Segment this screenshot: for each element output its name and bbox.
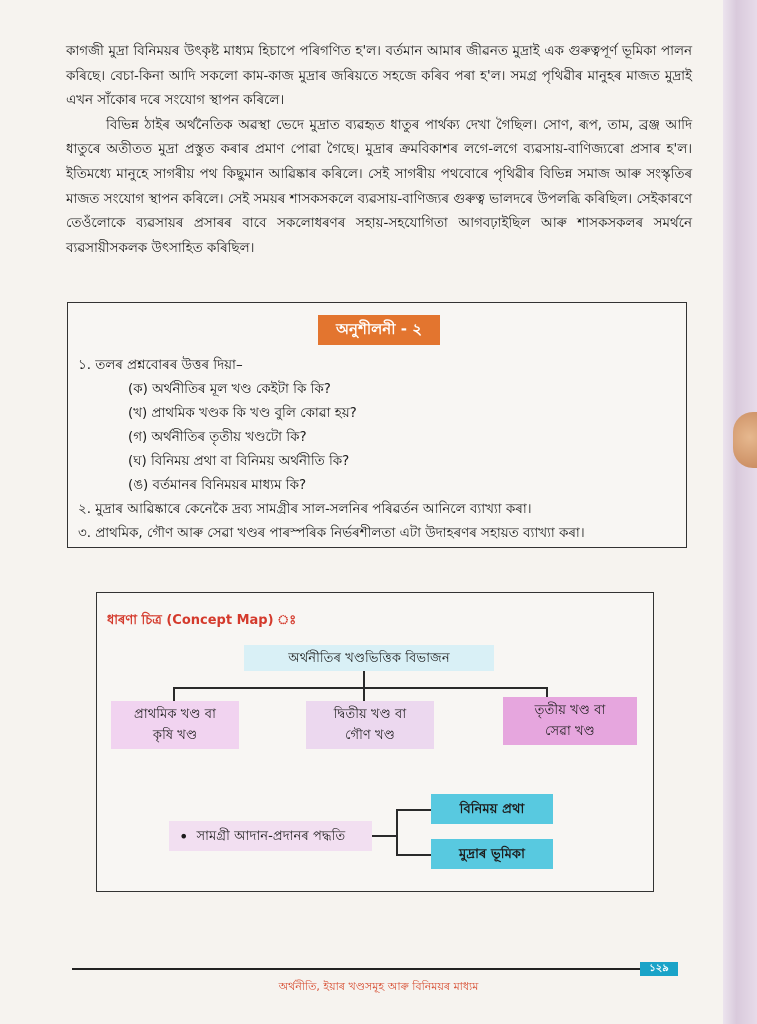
primary-sector-line2: কৃষি খণ্ড bbox=[152, 728, 198, 743]
question-1: ১. তলৰ প্ৰশ্নবোৰৰ উত্তৰ দিয়া– bbox=[78, 358, 243, 373]
question-1-sub-ga: (গ) অৰ্থনীতিৰ তৃতীয় খণ্ডটো কি? bbox=[128, 430, 307, 445]
exchange-method-label: সামগ্ৰী আদান-প্ৰদানৰ পদ্ধতি bbox=[196, 828, 346, 844]
tertiary-sector-line2: সেৱা খণ্ড bbox=[545, 724, 595, 739]
footer-chapter-title: অৰ্থনীতি, ইয়াৰ খণ্ডসমূহ আৰু বিনিময়ৰ মাধ্যম bbox=[278, 980, 479, 993]
tree-horizontal-line bbox=[173, 687, 547, 689]
tree-middle-connector bbox=[363, 687, 365, 701]
question-1-sub-kha: (খ) প্ৰাথমিক খণ্ডক কি খণ্ড বুলি কোৱা হয়? bbox=[128, 406, 357, 421]
bracket-top-arm bbox=[396, 809, 431, 811]
secondary-sector-line2: গৌণ খণ্ড bbox=[345, 728, 395, 743]
primary-sector-box bbox=[111, 701, 239, 749]
question-3: ৩. প্ৰাথমিক, গৌণ আৰু সেৱা খণ্ডৰ পাৰস্পৰিক নিৰ্ভৰশীলতা এটা উদাহৰণৰ সহায়ত ব্যাখ্যা কৰা। bbox=[78, 526, 585, 541]
tertiary-sector-box bbox=[503, 697, 637, 745]
barter-system-box: বিনিময় প্ৰথা bbox=[431, 794, 553, 824]
tree-left-connector bbox=[173, 687, 175, 701]
secondary-sector-line1: দ্বিতীয় খণ্ড বা bbox=[333, 707, 407, 722]
exchange-method-box bbox=[169, 821, 372, 851]
question-1-sub-gha: (ঘ) বিনিময় প্ৰথা বা বিনিময় অৰ্থনীতি কি? bbox=[128, 454, 350, 469]
question-2: ২. মুদ্ৰাৰ আৱিষ্কাৰে কেনেকৈ দ্ৰব্য সামগ্ৰীৰ সাল-সলনিৰ পৰিৱৰ্তন আনিলে ব্যাখ্যা কৰা। bbox=[78, 502, 532, 517]
concept-map bbox=[96, 592, 654, 892]
bracket-bottom-arm bbox=[396, 854, 431, 856]
page-edge bbox=[723, 0, 757, 1024]
tertiary-sector-line1: তৃতীয় খণ্ড বা bbox=[534, 703, 606, 718]
primary-sector-line1: প্ৰাথমিক খণ্ড বা bbox=[134, 707, 216, 722]
question-1-sub-nga: (ঙ) বৰ্তমানৰ বিনিময়ৰ মাধ্যম কি? bbox=[128, 478, 307, 493]
page-number: ১২৯ bbox=[640, 962, 678, 976]
thumb-image bbox=[733, 412, 757, 468]
tree-root-connector bbox=[363, 671, 365, 687]
footer-rule bbox=[72, 968, 640, 970]
bracket-stem bbox=[372, 835, 396, 837]
body-text bbox=[66, 40, 692, 261]
exercise-box bbox=[67, 302, 687, 548]
paragraph-1: কাগজী মুদ্ৰা বিনিময়ৰ উৎকৃষ্ট মাধ্যম হিচাপে পৰিগণিত হ'ল। বৰ্তমান আমাৰ জীৱনত মুদ্ৰাই এক গুৰুত্বপূৰ্ণ ভূমিকা পালন কৰিছে। বেচা-কিনা আদি সকলো কাম-কাজ মুদ্ৰাৰ জৰিয়তে সহজে কৰিব পৰা হ'ল। সমগ্ৰ পৃথিৱীৰ মানুহৰ মাজত মুদ্ৰাই এখন সাঁকোৰ দৰে সংযোগ স্থাপন কৰিলে। bbox=[66, 44, 692, 109]
bullet-icon: • bbox=[179, 826, 189, 846]
bracket-vertical bbox=[396, 809, 398, 854]
concept-map-heading: ধাৰণা চিত্ৰ (Concept Map) ঃ bbox=[107, 613, 297, 628]
paragraph-2: বিভিন্ন ঠাইৰ অৰ্থনৈতিক অৱস্থা ভেদে মুদ্ৰাত ব্যৱহৃত ধাতুৰ পাৰ্থক্য দেখা গৈছিল। সোণ, ৰূপ, তাম, ব্ৰঞ্জ আদি ধাতুৰে অতীতত মুদ্ৰা প্ৰস্তুত কৰাৰ প্ৰমাণ পোৱা গৈছে। মুদ্ৰাৰ ক্ৰমবিকাশৰ লগে-লগে ব্যৱসায়-বাণিজ্যৰো প্ৰসাৰ হ'ল। ইতিমধ্যে মানুহে সাগৰীয় পথ কিছুমান আৱিষ্কাৰ কৰিলে। সেই সাগৰীয় পথবোৰে পৃথিৱীৰ বিভিন্ন সমাজ আৰু সংস্কৃতিৰ মাজত সংযোগ স্থাপন কৰিলে। সেই সময়ৰ শাসকসকলে ব্যৱসায়-বাণিজ্যৰ গুৰুত্ব ভালদৰে উপলব্ধি কৰিছিল। সেইকাৰণে তেওঁলোকে ব্যৱসায়ৰ প্ৰসাৰৰ বাবে সকলোধৰণৰ সহায়-সহযোগিতা আগবঢ়াইছিল আৰু শাসকসকলৰ সমৰ্থনে ব্যৱসায়ীসকলক উৎসাহিত কৰিছিল। bbox=[66, 117, 692, 256]
exercise-title: অনুশীলনী - ২ bbox=[318, 315, 440, 345]
question-1-sub-ka: (ক) অৰ্থনীতিৰ মূল খণ্ড কেইটা কি কি? bbox=[128, 382, 331, 397]
concept-root-box: অৰ্থনীতিৰ খণ্ডভিত্তিক বিভাজন bbox=[244, 645, 494, 671]
secondary-sector-box bbox=[306, 701, 434, 749]
money-role-box: মুদ্ৰাৰ ভূমিকা bbox=[431, 839, 553, 869]
